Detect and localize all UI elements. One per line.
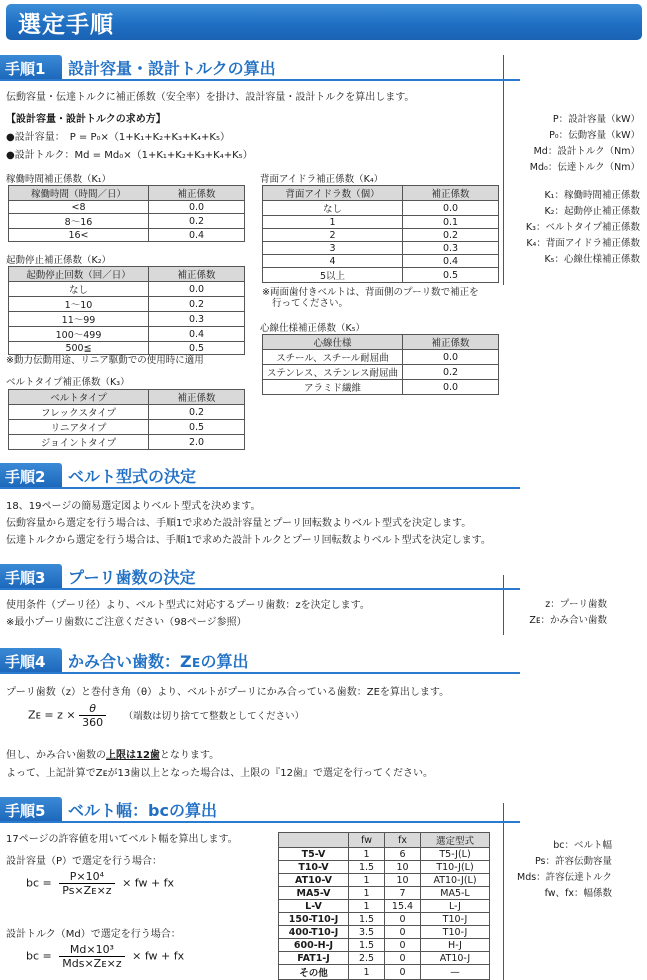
divider-step5 xyxy=(503,803,504,980)
table-cell: H-J xyxy=(421,939,490,952)
k2-header: 補正係数 xyxy=(149,267,245,282)
step5-title: ベルト幅：bcの算出 xyxy=(68,801,217,820)
step3-legend xyxy=(512,597,607,629)
table-row xyxy=(279,965,490,980)
table-row xyxy=(9,201,245,214)
table-cell: 1 xyxy=(349,900,385,913)
table-cell: 0.3 xyxy=(149,312,245,327)
table-cell: 0.2 xyxy=(149,297,245,312)
table-cell: 2 xyxy=(263,229,403,242)
k2-table xyxy=(8,266,245,355)
eq-fraction xyxy=(59,943,124,970)
table-cell: アラミド繊維 xyxy=(263,380,403,395)
table-row xyxy=(279,952,490,965)
table-row xyxy=(279,900,490,913)
table-row xyxy=(263,216,499,229)
legend-item: Mds：許容伝達トルク xyxy=(517,872,612,883)
table-cell: 6 xyxy=(385,848,421,861)
limit-strong: 上限は12歯 xyxy=(106,750,160,761)
ze-limit-2: よって、上記計算でZᴇが13歯以上となった場合は、上限の『12歯』で選定を行ってください。 xyxy=(6,768,434,779)
eq-denominator: 360 xyxy=(82,716,104,729)
table-cell: 1 xyxy=(349,965,385,980)
table-cell: 0.1 xyxy=(403,216,499,229)
k4-note-line: 行ってください。 xyxy=(272,298,349,309)
k5-caption: 心線仕様補正係数（K₅） xyxy=(260,323,366,334)
table-cell: FAT1-J xyxy=(279,952,349,965)
step2-line: 伝達トルクから選定を行う場合は、手順1で求めた設計トルクとプーリ回転数よりベルト型式を決定します。 xyxy=(6,535,491,546)
table-row xyxy=(279,848,490,861)
table-row xyxy=(263,268,499,283)
table-cell: 0.2 xyxy=(403,229,499,242)
table-cell: 150-T10-J xyxy=(279,913,349,926)
table-header: fx xyxy=(385,833,421,848)
table-cell: 0.4 xyxy=(403,255,499,268)
table-cell: 11〜99 xyxy=(9,312,149,327)
k1-header: 補正係数 xyxy=(149,186,245,201)
k3-header: 補正係数 xyxy=(149,390,245,405)
table-row xyxy=(9,214,245,229)
divider-step1 xyxy=(503,55,504,285)
formula-heading: 【設計容量・設計トルクの求め方】 xyxy=(6,114,166,125)
step2-title: ベルト型式の決定 xyxy=(68,467,197,486)
table-row xyxy=(9,297,245,312)
k3-caption: ベルトタイプ補正係数（K₃） xyxy=(6,377,130,388)
table-cell: AT10-J(L) xyxy=(421,874,490,887)
k3-table xyxy=(8,389,245,450)
legend-item: z：プーリ歯数 xyxy=(545,599,607,610)
table-cell: 0.0 xyxy=(403,201,499,216)
formula-torque: ●設計トルク：Md = Md₀×（1+K₁+K₂+K₃+K₄+K₅） xyxy=(6,150,253,161)
k4-header: 補正係数 xyxy=(403,186,499,201)
k2-header: 起動停止回数（回／日） xyxy=(9,267,149,282)
step3-heading xyxy=(0,564,520,590)
step5-intro: 17ページの許容値を用いてベルト幅を算出します。 xyxy=(6,834,238,845)
table-cell: 0.5 xyxy=(149,420,245,435)
legend-item: K₅：心線仕様補正係数 xyxy=(544,254,640,265)
table-row xyxy=(9,435,245,450)
k4-header: 背面アイドラ数（個） xyxy=(263,186,403,201)
step5-badge: 手順5 xyxy=(0,797,62,821)
table-row xyxy=(9,327,245,342)
table-cell: 1 xyxy=(349,848,385,861)
step4-badge: 手順4 xyxy=(0,648,62,672)
eq-denominator: Mds×Zᴇ×z xyxy=(62,957,122,970)
eq-note: （端数は切り捨てて整数としてください） xyxy=(123,710,305,722)
table-cell: T10-J xyxy=(421,926,490,939)
step4-title: かみ合い歯数：Zᴇの算出 xyxy=(68,652,249,671)
table-cell: 2.0 xyxy=(149,435,245,450)
table-row xyxy=(279,887,490,900)
legend-item: bc：ベルト幅 xyxy=(553,840,612,851)
step3-line: 使用条件（プーリ径）より、ベルト型式に対応するプーリ歯数：zを決定します。 xyxy=(6,600,370,611)
eq-numerator: θ xyxy=(79,702,106,716)
table-row xyxy=(263,380,499,395)
table-row xyxy=(279,874,490,887)
table-cell: MA5-V xyxy=(279,887,349,900)
legend-item: Md₀：伝達トルク（Nm） xyxy=(529,162,640,173)
table-cell: MA5-L xyxy=(421,887,490,900)
table-cell: 0 xyxy=(385,926,421,939)
table-header: 選定型式 xyxy=(421,833,490,848)
table-row xyxy=(9,282,245,297)
step2-line: 伝動容量から選定を行う場合は、手順1で求めた設計容量とプーリ回転数よりベルト型式を決定します。 xyxy=(6,518,472,529)
step1-legend xyxy=(512,112,640,268)
table-cell: 5以上 xyxy=(263,268,403,283)
table-row xyxy=(279,926,490,939)
legend-item: Zᴇ：かみ合い歯数 xyxy=(529,615,607,626)
legend-item: K₂：起動停止補正係数 xyxy=(544,206,640,217)
table-cell: 3.5 xyxy=(349,926,385,939)
step1-badge: 手順1 xyxy=(0,55,62,79)
table-cell: <8 xyxy=(9,201,149,214)
table-row xyxy=(263,201,499,216)
table-cell: — xyxy=(421,965,490,980)
table-cell: L-J xyxy=(421,900,490,913)
table-cell: なし xyxy=(9,282,149,297)
table-cell: 4 xyxy=(263,255,403,268)
eq-left: bc = xyxy=(26,949,52,963)
k3-header: ベルトタイプ xyxy=(9,390,149,405)
table-cell: フレックスタイプ xyxy=(9,405,149,420)
table-cell: なし xyxy=(263,201,403,216)
table-cell: 15.4 xyxy=(385,900,421,913)
table-cell: 10 xyxy=(385,874,421,887)
step3-line: ※最小プーリ歯数にご注意ください（98ページ参照） xyxy=(6,617,247,628)
k4-note-line: ※両面歯付きベルトは、背面側のプーリ数で補正を xyxy=(262,287,479,298)
table-cell: 0.0 xyxy=(149,201,245,214)
eq-right: × fw + fx xyxy=(132,949,185,963)
table-cell: 0.5 xyxy=(403,268,499,283)
table-cell: 1.5 xyxy=(349,913,385,926)
step3-body xyxy=(6,597,370,631)
table-cell: 8〜16 xyxy=(9,214,149,229)
table-row xyxy=(263,255,499,268)
table-cell: 0.2 xyxy=(149,214,245,229)
limit-text: 但し、かみ合い歯数の xyxy=(6,750,106,761)
table-header xyxy=(279,833,349,848)
page-header xyxy=(6,4,642,40)
table-row xyxy=(279,861,490,874)
table-row xyxy=(263,242,499,255)
step5-legend xyxy=(512,838,612,902)
table-cell: 0.3 xyxy=(403,242,499,255)
table-cell: 600-H-J xyxy=(279,939,349,952)
case-capacity: 設計容量（P）で選定を行う場合： xyxy=(6,856,163,867)
step1-heading xyxy=(0,55,520,81)
step2-body xyxy=(6,498,491,549)
table-cell: 0.5 xyxy=(149,342,245,355)
step2-badge: 手順2 xyxy=(0,463,62,487)
limit-text: となります。 xyxy=(159,750,220,761)
legend-item: P₀：伝動容量（kW） xyxy=(549,130,640,141)
bc-equation-capacity xyxy=(26,870,174,897)
page-title: 選定手順 xyxy=(18,12,114,38)
table-cell: T10-J xyxy=(421,913,490,926)
formula-capacity: ●設計容量： P = P₀×（1+K₁+K₂+K₃+K₄+K₅） xyxy=(6,132,230,143)
eq-fraction xyxy=(59,870,114,897)
legend-item: P：設計容量（kW） xyxy=(552,114,640,125)
k4-note xyxy=(262,287,479,309)
ze-limit xyxy=(6,746,219,761)
step3-title: プーリ歯数の決定 xyxy=(68,568,196,587)
step3-badge: 手順3 xyxy=(0,564,62,588)
step1-intro: 伝動容量・伝達トルクに補正係数（安全率）を掛け、設計容量・設計トルクを算出します。 xyxy=(6,92,415,103)
table-cell: 10 xyxy=(385,861,421,874)
table-cell: T5-J(L) xyxy=(421,848,490,861)
step1-title: 設計容量・設計トルクの算出 xyxy=(68,59,276,78)
table-cell: 3 xyxy=(263,242,403,255)
k5-header: 補正係数 xyxy=(403,335,499,350)
table-cell: T10-V xyxy=(279,861,349,874)
table-cell: 2.5 xyxy=(349,952,385,965)
table-row xyxy=(279,913,490,926)
table-cell: 1 xyxy=(349,887,385,900)
table-cell: その他 xyxy=(279,965,349,980)
table-cell: 0.0 xyxy=(403,350,499,365)
table-cell: AT10-J xyxy=(421,952,490,965)
eq-denominator: Ps×Zᴇ×z xyxy=(62,884,112,897)
legend-item: K₄：背面アイドラ補正係数 xyxy=(526,238,640,249)
eq-left: bc = xyxy=(26,876,52,890)
bc-equation-torque xyxy=(26,943,184,970)
legend-item: fw、fx：幅係数 xyxy=(544,888,612,899)
table-row xyxy=(263,229,499,242)
legend-item: Ps：許容伝動容量 xyxy=(534,856,612,867)
table-row xyxy=(9,312,245,327)
table-cell: スチール、スチール耐屈曲 xyxy=(263,350,403,365)
table-cell: AT10-V xyxy=(279,874,349,887)
step2-heading xyxy=(0,463,520,489)
table-cell: 1〜10 xyxy=(9,297,149,312)
eq-right: × fw + fx xyxy=(122,876,175,890)
table-cell: 0.2 xyxy=(149,405,245,420)
legend-item: K₃：ベルトタイプ補正係数 xyxy=(525,222,640,233)
eq-fraction xyxy=(79,702,106,729)
table-cell: T10-J(L) xyxy=(421,861,490,874)
eq-numerator: P×10⁴ xyxy=(59,870,114,884)
table-cell: 400-T10-J xyxy=(279,926,349,939)
table-cell: 1 xyxy=(263,216,403,229)
k2-caption: 起動停止補正係数（K₂） xyxy=(6,255,112,266)
table-cell: 0 xyxy=(385,913,421,926)
table-cell: 0 xyxy=(385,952,421,965)
table-cell: 7 xyxy=(385,887,421,900)
k2-note: ※動力伝動用途、リニア駆動での使用時に適用 xyxy=(6,355,204,366)
table-cell: 0 xyxy=(385,965,421,980)
k1-header: 稼働時間（時間／日） xyxy=(9,186,149,201)
table-row xyxy=(9,405,245,420)
table-cell: ステンレス、ステンレス耐屈曲 xyxy=(263,365,403,380)
table-cell: 100〜499 xyxy=(9,327,149,342)
k1-table xyxy=(8,185,245,242)
table-cell: 0.0 xyxy=(403,380,499,395)
step5-heading xyxy=(0,797,520,823)
table-header: fw xyxy=(349,833,385,848)
table-row xyxy=(9,420,245,435)
width-factor-table xyxy=(278,832,490,980)
step4-heading xyxy=(0,648,520,674)
table-cell: 500≦ xyxy=(9,342,149,355)
case-torque: 設計トルク（Md）で選定を行う場合： xyxy=(6,929,181,940)
k5-table xyxy=(262,334,499,395)
table-cell: 0 xyxy=(385,939,421,952)
table-cell: 1.5 xyxy=(349,939,385,952)
table-cell: 0.2 xyxy=(403,365,499,380)
table-cell: リニアタイプ xyxy=(9,420,149,435)
k1-caption: 稼働時間補正係数（K₁） xyxy=(6,174,112,185)
table-row xyxy=(9,229,245,242)
table-cell: 0.4 xyxy=(149,229,245,242)
table-cell: T5-V xyxy=(279,848,349,861)
table-cell: 0.4 xyxy=(149,327,245,342)
k5-header: 心線仕様 xyxy=(263,335,403,350)
table-cell: 1.5 xyxy=(349,861,385,874)
table-cell: 0.0 xyxy=(149,282,245,297)
table-cell: L-V xyxy=(279,900,349,913)
legend-item: Md：設計トルク（Nm） xyxy=(533,146,640,157)
k4-table xyxy=(262,185,499,283)
table-cell: ジョイントタイプ xyxy=(9,435,149,450)
step4-intro: プーリ歯数（z）と巻付き角（θ）より、ベルトがプーリにかみ合っている歯数：ZEを算出します。 xyxy=(6,687,450,698)
table-row xyxy=(263,365,499,380)
k4-caption: 背面アイドラ補正係数（K₄） xyxy=(260,174,384,185)
eq-left: Zᴇ = z × xyxy=(28,708,76,722)
step2-line: 18、19ページの簡易選定図よりベルト型式を決めます。 xyxy=(6,501,261,512)
table-cell: 16< xyxy=(9,229,149,242)
eq-numerator: Md×10³ xyxy=(59,943,124,957)
ze-equation xyxy=(28,702,304,729)
table-row xyxy=(279,939,490,952)
legend-item: K₁：稼働時間補正係数 xyxy=(544,190,640,201)
table-cell: 1 xyxy=(349,874,385,887)
table-row xyxy=(263,350,499,365)
